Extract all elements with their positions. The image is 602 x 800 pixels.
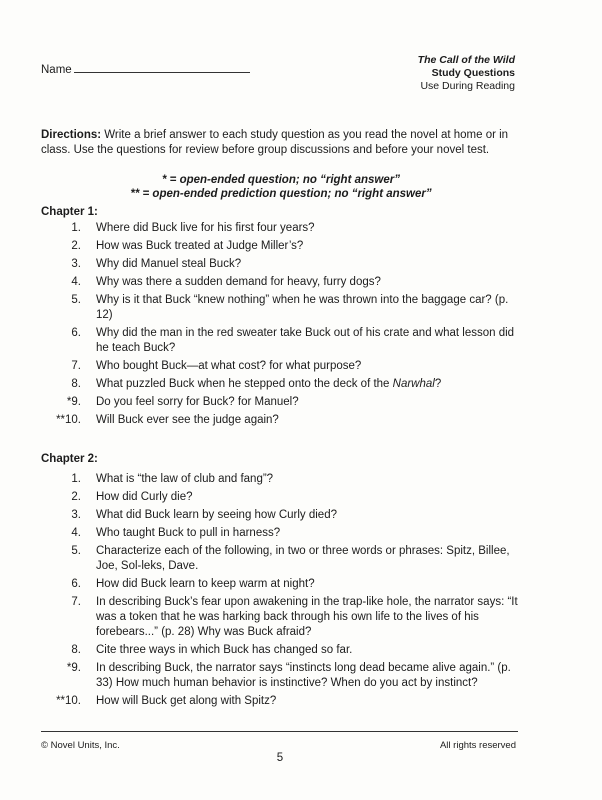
list-item: 5. Why is it that Buck “knew nothing” when he was thrown into the baggage car? (p. 12) bbox=[71, 294, 509, 321]
list-item: 4. Why was there a sudden demand for heavy, furry dogs? bbox=[71, 276, 381, 288]
book-title: The Call of the Wild bbox=[417, 54, 515, 66]
list-item: 4. Who taught Buck to pull in harness? bbox=[71, 527, 281, 539]
chapter-2-heading: Chapter 2: bbox=[41, 453, 98, 465]
usage-note: Use During Reading bbox=[420, 80, 515, 92]
list-item: 2. How was Buck treated at Judge Miller’s? bbox=[71, 240, 304, 252]
list-item: **10. Will Buck ever see the judge again? bbox=[56, 414, 279, 426]
list-item: 2. How did Curly die? bbox=[71, 491, 193, 503]
list-item: 1. What is “the law of club and fang”? bbox=[71, 473, 274, 485]
list-item: 3. Why did Manuel steal Buck? bbox=[71, 258, 242, 270]
list-item: 5. Characterize each of the following, in two or three words or phrases: Spitz, Billee, Joe, Sol-leks, Dave. bbox=[71, 545, 510, 572]
document-subtitle: Study Questions bbox=[431, 67, 515, 79]
legend-notes bbox=[41, 173, 521, 201]
directions bbox=[41, 128, 521, 158]
list-item: 7. Who bought Buck—at what cost? for what purpose? bbox=[71, 360, 362, 372]
chapter-1-questions bbox=[41, 221, 521, 431]
chapter-2-questions bbox=[41, 472, 521, 712]
page-number: 5 bbox=[276, 752, 284, 764]
document-header bbox=[418, 54, 515, 93]
name-field bbox=[41, 63, 250, 76]
list-item: 1. Where did Buck live for his first four years? bbox=[71, 222, 315, 234]
list-item: **10. How will Buck get along with Spitz? bbox=[56, 695, 277, 707]
list-item: 6. Why did the man in the red sweater take Buck out of his crate and what lesson did he teach Buck? bbox=[71, 327, 515, 354]
name-blank-line bbox=[74, 63, 250, 73]
double-star-note: ** = open-ended prediction question; no “right answer” bbox=[130, 188, 432, 200]
list-item: 6. How did Buck learn to keep warm at night? bbox=[71, 578, 315, 590]
list-item: 8. What puzzled Buck when he stepped onto the deck of the Narwhal? bbox=[71, 378, 442, 390]
rights-notice: All rights reserved bbox=[439, 740, 516, 751]
list-item: *9. Do you feel sorry for Buck? for Manuel? bbox=[66, 396, 299, 408]
chapter-1-heading: Chapter 1: bbox=[41, 206, 98, 218]
list-item: 7. In describing Buck’s fear upon awakening in the trap-like hole, the narrator says: “It was a token that he was harking back through his own life to the lives of his forebears...” (p. 28) Why was Buck afraid? bbox=[71, 596, 518, 638]
list-item: 8. Cite three ways in which Buck has changed so far. bbox=[71, 644, 353, 656]
directions-text: Write a brief answer to each study question as you read the novel at home or in class. Use the questions for review before group discussions and before your novel test. bbox=[41, 129, 509, 156]
single-star-note: * = open-ended question; no “right answer” bbox=[161, 174, 400, 186]
list-item: 3. What did Buck learn by seeing how Curly died? bbox=[71, 509, 337, 521]
name-label: Name bbox=[41, 64, 72, 76]
footer-divider bbox=[41, 731, 518, 732]
directions-label: Directions: bbox=[41, 129, 102, 141]
list-item: *9. In describing Buck, the narrator says “instincts long dead became alive again.” (p. 33) How much human behavior is instinctive? When do you act by instinct? bbox=[66, 662, 511, 689]
copyright-notice: © Novel Units, Inc. bbox=[41, 740, 120, 751]
